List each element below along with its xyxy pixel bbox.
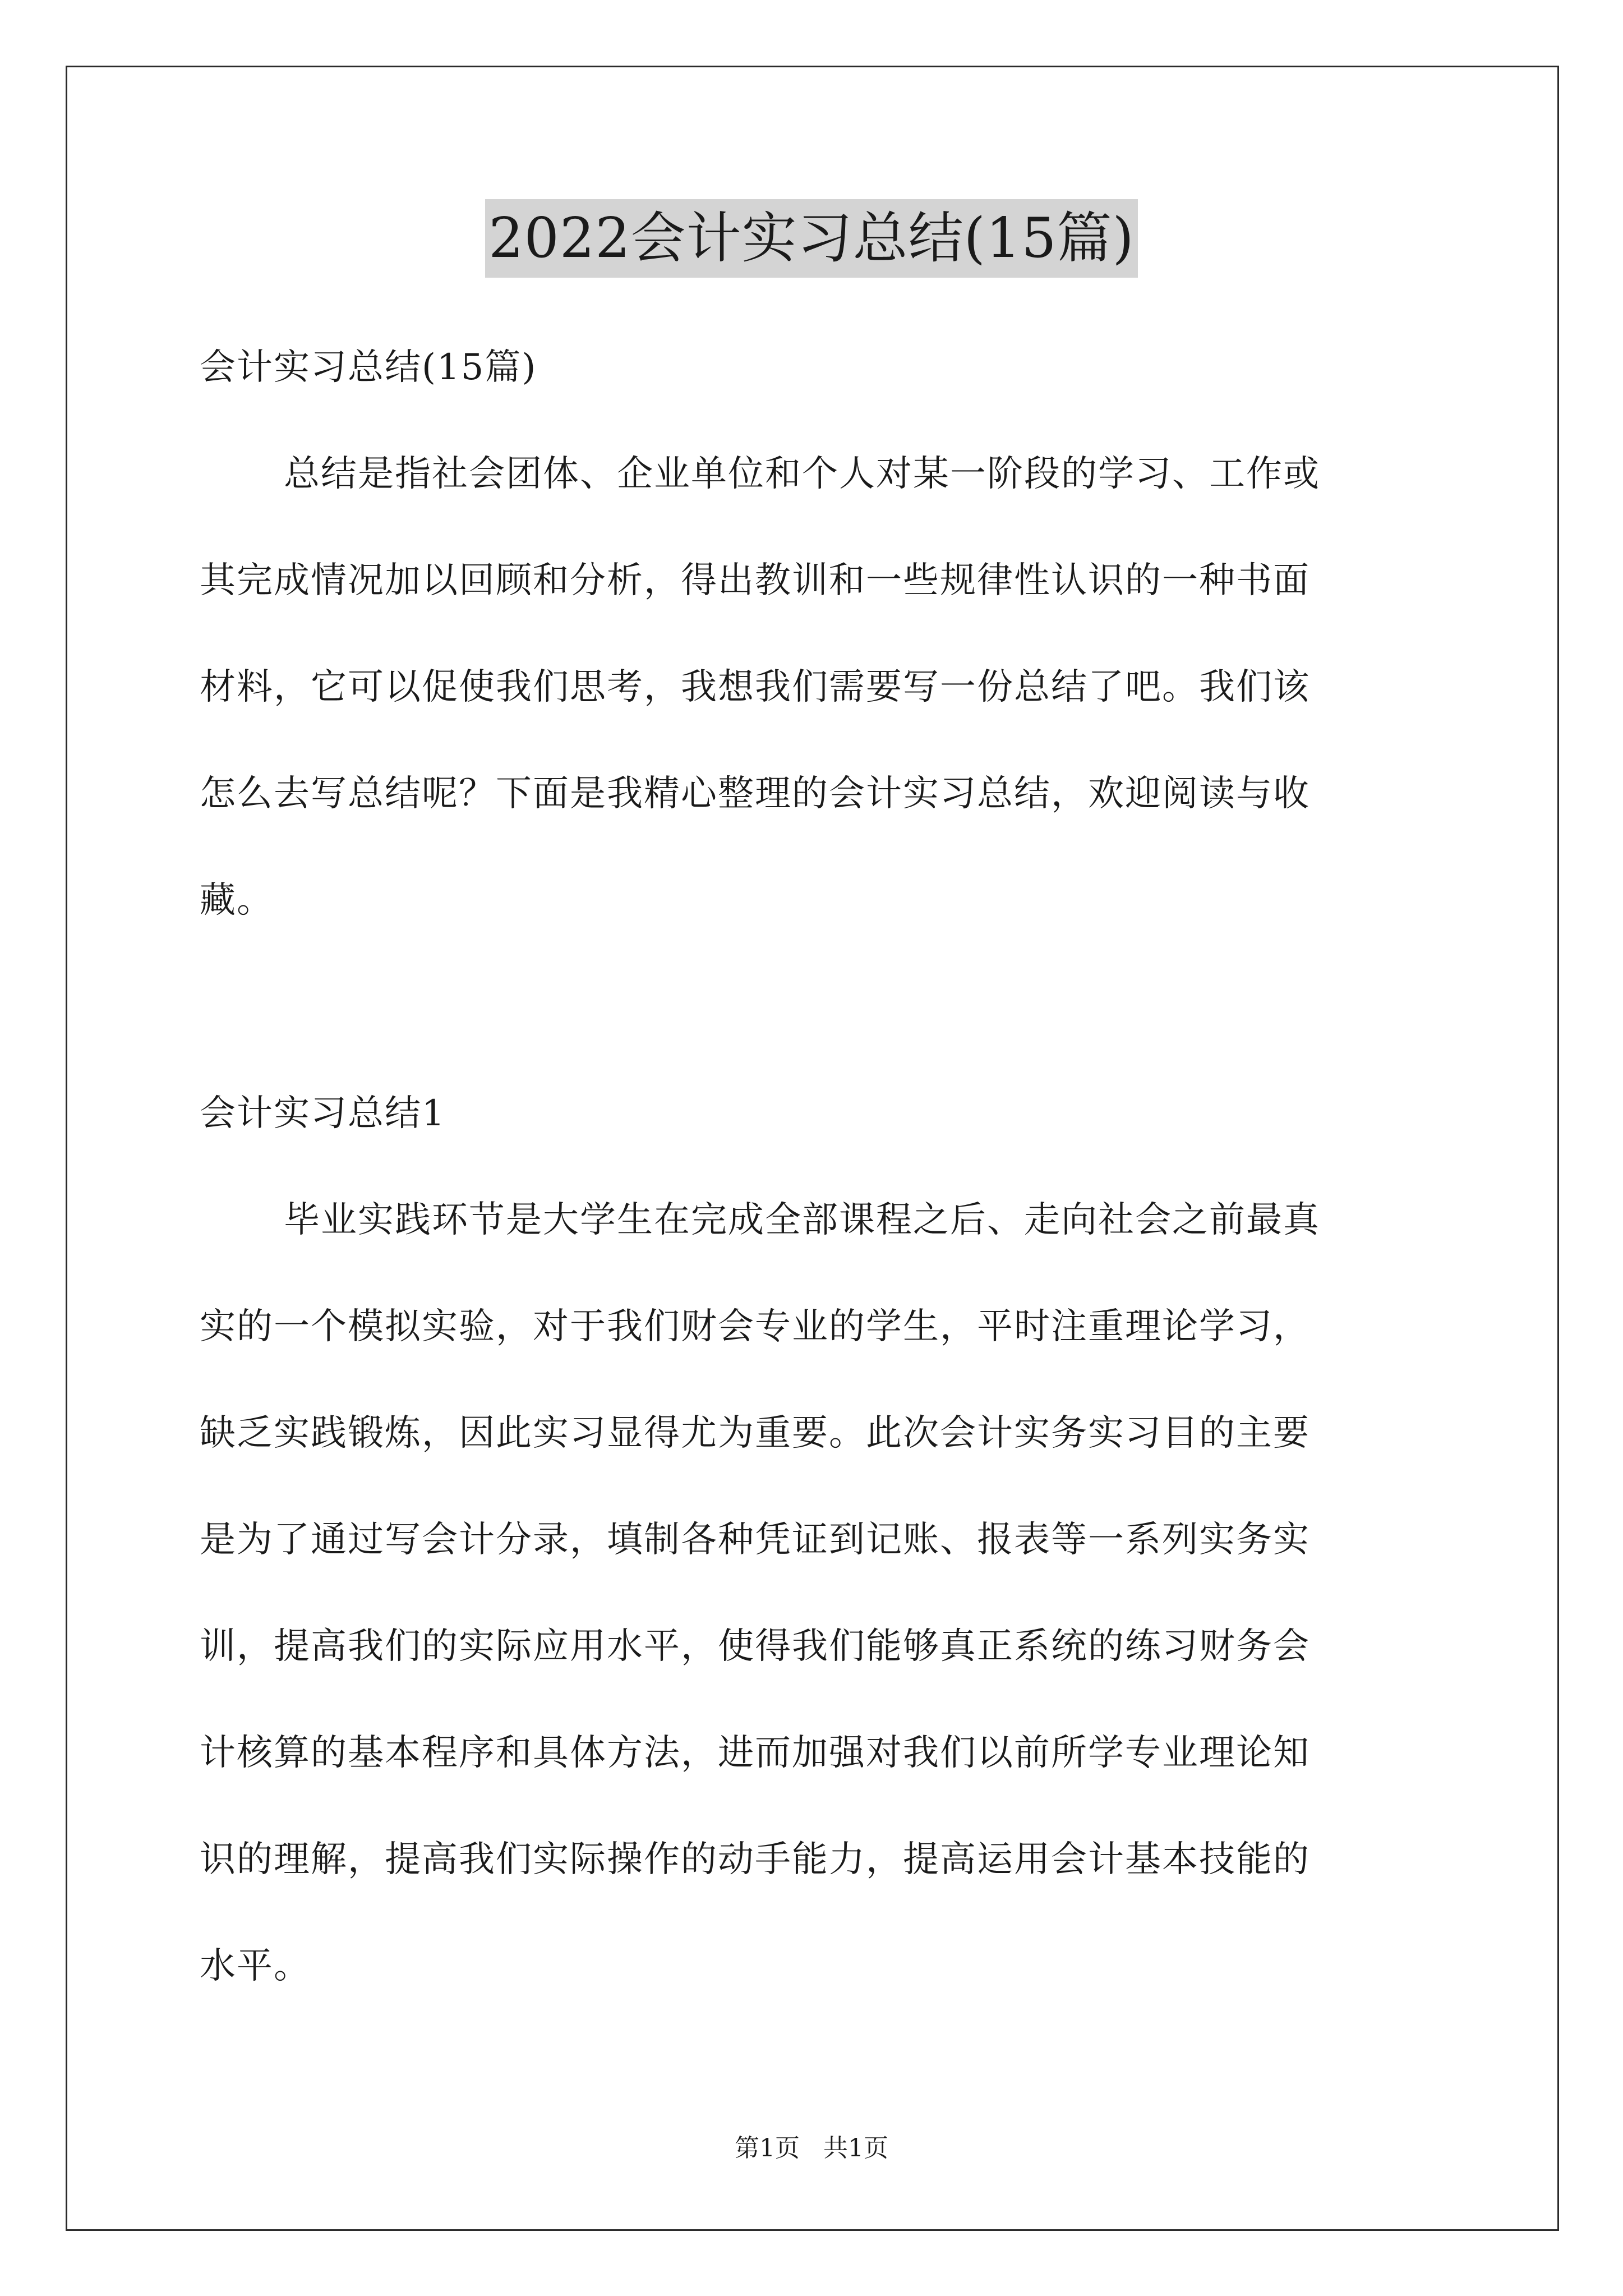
intro-line: 材料，它可以促使我们思考，我想我们需要写一份总结了吧。我们该 (200, 666, 1310, 708)
document-subtitle: 会计实习总结(15篇) (200, 347, 537, 388)
section-line: 水平。 (200, 1945, 311, 1987)
document-title: 2022会计实习总结(15篇) (485, 199, 1138, 278)
section-line: 识的理解，提高我们实际操作的动手能力，提高运用会计基本技能的 (200, 1839, 1310, 1880)
section-line: 训，提高我们的实际应用水平，使得我们能够真正系统的练习财务会 (200, 1626, 1310, 1667)
section-line: 毕业实践环节是大学生在完成全部课程之后、走向社会之前最真 (284, 1199, 1320, 1241)
section-line: 是为了通过写会计分录，填制各种凭证到记账、报表等一系列实务实 (200, 1519, 1310, 1561)
section-line: 实的一个模拟实验，对于我们财会专业的学生，平时注重理论学习， (200, 1306, 1310, 1347)
intro-line: 藏。 (200, 880, 274, 921)
title-container (0, 199, 1623, 278)
section-heading: 会计实习总结1 (200, 1093, 446, 1134)
intro-line: 其完成情况加以回顾和分析，得出教训和一些规律性认识的一种书面 (200, 560, 1310, 601)
section-line: 缺乏实践锻炼，因此实习显得尤为重要。此次会计实务实习目的主要 (200, 1412, 1310, 1454)
section-line: 计核算的基本程序和具体方法，进而加强对我们以前所学专业理论知 (200, 1732, 1310, 1774)
intro-line: 总结是指社会团体、企业单位和个人对某一阶段的学习、工作或 (284, 453, 1320, 495)
page-footer: 第1页 共1页 (735, 2134, 888, 2162)
paragraph-gap (200, 954, 1433, 1060)
intro-line: 怎么去写总结呢？下面是我精心整理的会计实习总结，欢迎阅读与收 (200, 773, 1310, 815)
document-body (200, 314, 1433, 2019)
